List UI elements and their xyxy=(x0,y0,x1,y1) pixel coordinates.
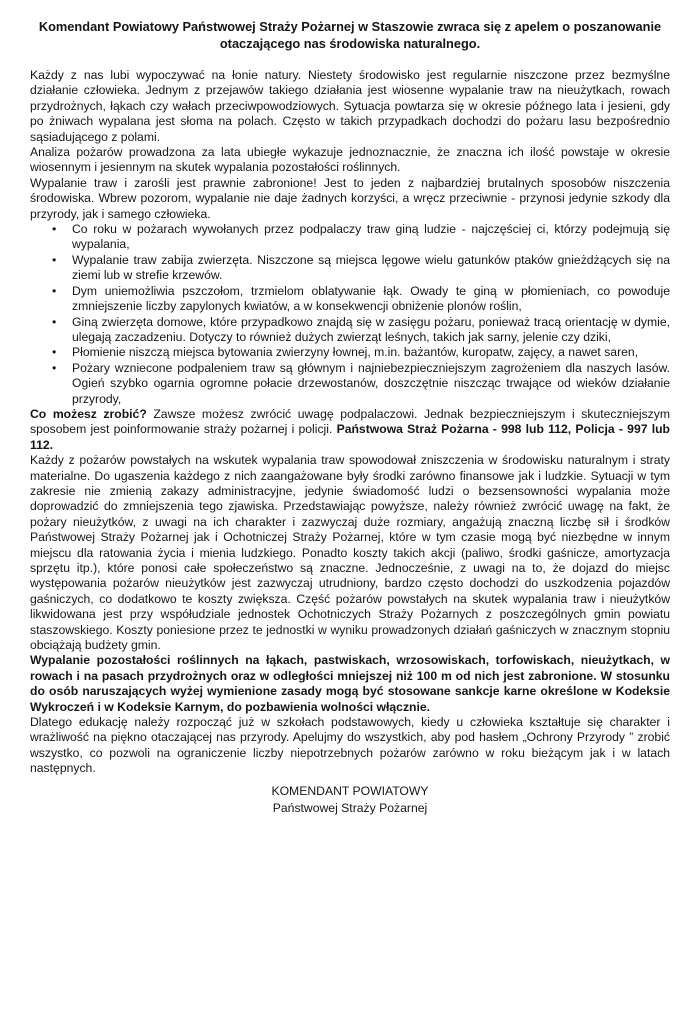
prohibition-paragraph: Wypalanie traw i zarośli jest prawnie zabronione! Jest to jeden z najbardziej brutalnych sposobów niszczenia środowiska. Wbrew pozorom, wypalanie nie daje żadnych korzyści, a wręcz przeciwnie - przynosi jedynie szkody dla przyrody, jak i samego człowieka. xyxy=(30,175,670,221)
education-paragraph: Dlatego edukację należy rozpocząć już w szkołach podstawowych, kiedy u człowieka kształtuje się charakter i wrażliwość na piękno otaczającej nas przyrody. Apelujmy do wszystkich, aby pod hasłem „Ochrony Przyrody ” zrobić wszystko, co pozwoli na ograniczenie liczby niepotrzebnych pożarów zarówno w roku bieżącym jak i w latach następnych. xyxy=(30,715,670,776)
bullet-icon: • xyxy=(52,252,57,267)
list-item-text: Giną zwierzęta domowe, które przypadkowo znajdą się w zasięgu pożaru, ponieważ tracą orientację w dymie, ulegają zaczadzeniu. Dotyczy to również dużych zwierząt leśnych, takich jak sarny, jelenie czy dziki, xyxy=(72,314,670,344)
signature-title: KOMENDANT POWIATOWY xyxy=(271,783,429,798)
list-item-text: Co roku w pożarach wywołanych przez podpalaczy traw giną ludzie - najczęściej ci, którzy podejmują się wypalania, xyxy=(72,222,670,252)
legal-notice: Wypalanie pozostałości roślinnych na łąkach, pastwiskach, wrzosowiskach, torfowiskach, nieużytkach, w rowach i na pasach przydrożnych oraz w odległości mniejszej niż 100 m od nich jest zabronione. W stosunku do osób naruszających wyżej wymienione zasady mogą być stosowane sankcje karne określone w Kodeksie Wykroczeń i w Kodeksie Karnym, do pozbawienia wolności włącznie. xyxy=(30,653,670,714)
what-can-you-do-heading: Co możesz zrobić? xyxy=(30,406,147,421)
bullet-icon: • xyxy=(52,345,57,360)
list-item-text: Pożary wzniecone podpaleniem traw są głównym i najniebezpieczniejszym zagrożeniem dla naszych lasów. Ogień szybko ogarnia ogromne połacie drzewostanów, doszczętnie niszcząc trwające od wieków działanie przyrody, xyxy=(72,360,670,406)
bullet-icon: • xyxy=(52,314,57,329)
list-item-text: Dym uniemożliwia pszczołom, trzmielom oblatywanie łąk. Owady te giną w płomieniach, co powoduje zmniejszenie liczby zapylonych kwiatów, a w konsekwencji obniżenie plonów roślin, xyxy=(72,283,670,314)
signature-block xyxy=(30,783,670,817)
list-item xyxy=(52,360,670,407)
list-item xyxy=(52,252,670,284)
list-item-text: Wypalanie traw zabija zwierzęta. Niszczone są miejsca lęgowe wielu gatunków ptaków gnieżdżących się na ziemi lub w strefie krzewów. xyxy=(72,252,670,283)
emergency-numbers: Państwowa Straż Pożarna - 998 lub 112, Policja - 997 lub 112. xyxy=(30,422,670,452)
bullet-icon: • xyxy=(52,360,57,375)
document-title: Komendant Powiatowy Państwowej Straży Pożarnej w Staszowie zwraca się z apelem o poszanowanie otaczającego nas środowiska naturalnego. xyxy=(38,19,662,51)
list-item xyxy=(52,314,670,346)
list-item xyxy=(52,345,670,360)
bullet-icon: • xyxy=(52,222,57,237)
signature-organization: Państwowej Straży Pożarnej xyxy=(272,800,428,815)
consequences-list xyxy=(30,222,670,407)
bullet-icon: • xyxy=(52,283,57,298)
intro-paragraph: Każdy z nas lubi wypoczywać na łonie natury. Niestety środowisko jest regularnie niszczone przez bezmyślne działanie człowieka. Jednym z przejawów takiego działania jest wiosenne wypalanie traw na nieużytkach, rowach przydrożnych, łąkach czy wałach przeciwpowodziowych. Sytuacja powtarza się w okresie późnego lata i jesieni, gdy po żniwach wypalana jest słoma na polach. Często w takich przypadkach dochodzi do pożaru lasu bezpośrednio sąsiadującego z polami. xyxy=(30,68,670,144)
list-item xyxy=(52,222,670,253)
what-can-you-do-text: Zawsze możesz zwrócić uwagę podpalaczowi. Jednak bezpieczniejszym i skuteczniejszym sposobem jest poinformowanie straży pożarnej i policji. xyxy=(30,406,671,437)
what-can-you-do-paragraph xyxy=(30,407,670,453)
list-item-text: Płomienie niszczą miejsca bytowania zwierzyny łownej, m.in. bażantów, kuropatw, zajęcy, a nawet saren, xyxy=(72,345,639,360)
analysis-paragraph: Analiza pożarów prowadzona za lata ubiegłe wykazuje jednoznacznie, że znaczna ich ilość powstaje w okresie wiosennym i jesiennym na skutek wypalania pozostałości roślinnych. xyxy=(30,145,670,175)
list-item xyxy=(52,283,670,315)
costs-paragraph: Każdy z pożarów powstałych na wskutek wypalania traw spowodował zniszczenia w środowisku naturalnym i straty materialne. Do ugaszenia każdego z nich zaangażowane były środki zarówno finansowe jak i ludzkie. Sytuacji w tym zakresie nie zmienią zakazy administracyjne, jedynie świadomość ludzi o bezsensowności wypalania może doprowadzić do zmniejszenia tego zjawiska. Przedstawiając powyższe, należy również zwrócić uwagę na fakt, że pożary nieużytków, z uwagi na ich charakter i zazwyczaj duże rozmiary, angażują znaczną liczbę sił i środków Państwowej Straży Pożarnej jak i Ochotniczej Straży Pożarnej, które w tym czasie mogą być niezbędne w innym miejscu dla ratowania życia i mienia ludzkiego. Ponadto koszty takich akcji (paliwo, środki gaśnicze, amortyzacja sprzętu itp.), które ponosi całe społeczeństwo są znaczne. Jednocześnie, z uwagi na to, że dojazd do miejsc występowania pożarów nieużytków jest zazwyczaj utrudniony, bardzo często dochodzi do uszkodzenia pojazdów gaśniczych, co dodatkowo te koszty zwiększa. Część pożarów powstałych na skutek wypalania traw i nieużytków likwidowana jest przy współudziale jednostek Ochotniczych Straży Pożarnych z poszczególnych gmin powiatu staszowskiego. Koszty poniesione przez te jednostki w wyniku prowadzonych działań gaśniczych w znacznym stopniu obciążają budżety gmin. xyxy=(30,453,670,653)
